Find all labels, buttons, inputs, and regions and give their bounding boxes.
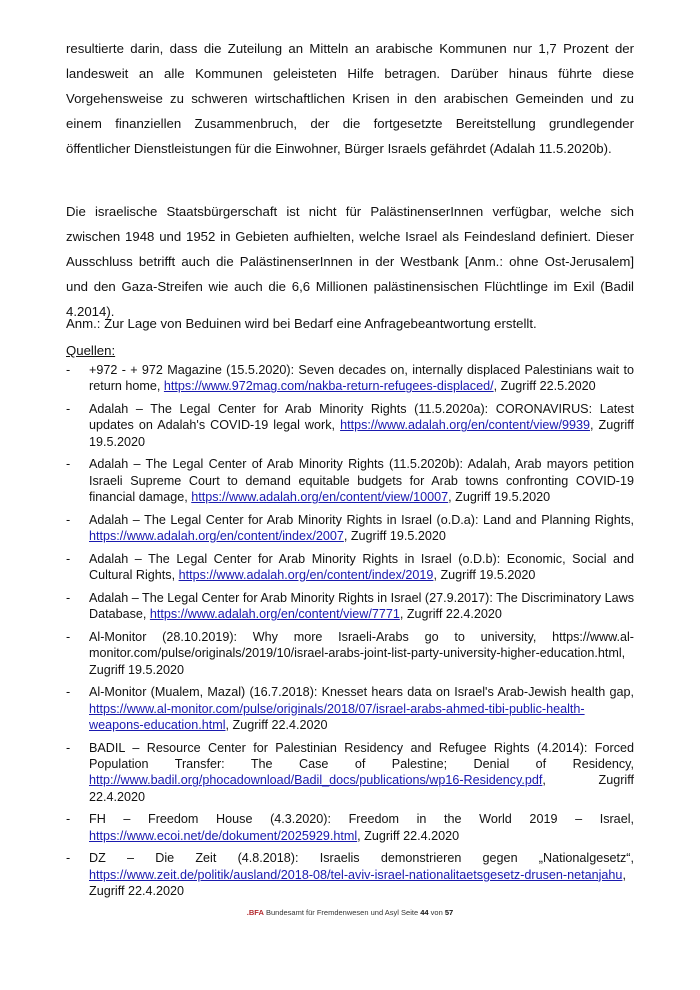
reference-list — [66, 362, 634, 906]
list-dash: - — [66, 590, 71, 605]
reference-access-date: , Zugriff 22.4.2020 — [399, 607, 502, 622]
reference-item — [66, 401, 634, 450]
reference-text: FH – Freedom House (4.3.2020): Freedom in the World 2019 – Israel, — [89, 812, 634, 827]
reference-item — [66, 629, 634, 678]
reference-text: Adalah – The Legal Center for Arab Minority Rights in Israel (o.D.a): Land and Planning Rights, — [89, 512, 634, 527]
footer-org: Bundesamt für Fremdenwesen und Asyl Seite — [263, 908, 421, 917]
reference-link[interactable]: https://www.al-monitor.com/pulse/originals/2018/07/israel-arabs-ahmed-tibi-public-health-weapons-education.html — [89, 701, 585, 733]
reference-item — [66, 590, 634, 623]
list-dash: - — [66, 363, 71, 377]
reference-access-date: , Zugriff 22.4.2020 — [89, 867, 626, 899]
list-dash: - — [66, 629, 71, 644]
reference-access-date: , Zugriff 22.4.2020 — [89, 773, 634, 804]
list-dash: - — [66, 685, 71, 700]
reference-access-date: , Zugriff 19.5.2020 — [433, 568, 536, 583]
bfa-logo: .BFA — [246, 908, 264, 917]
list-dash: - — [66, 512, 71, 527]
reference-item — [66, 512, 634, 545]
reference-link[interactable]: https://www.adalah.org/en/content/view/9939 — [340, 418, 590, 433]
reference-text: DZ – Die Zeit (4.8.2018): Israelis demonstrieren gegen „Nationalgesetz“, — [89, 851, 634, 866]
reference-text: Al-Monitor (Mualem, Mazal) (16.7.2018): Knesset hears data on Israel's Arab-Jewish health gap, — [89, 685, 634, 700]
reference-access-date: , Zugriff 22.4.2020 — [357, 828, 460, 843]
reference-text: Adalah – The Legal Center for Arab Minority Rights in Israel (27.9.2017): The Discriminatory Laws Database, — [89, 590, 634, 622]
page-number: 44 — [420, 908, 429, 917]
reference-item — [66, 684, 634, 733]
reference-link[interactable]: https://www.972mag.com/nakba-return-refugees-displaced/ — [163, 379, 494, 394]
footer-of: von — [428, 908, 445, 917]
list-dash: - — [66, 457, 71, 472]
reference-link[interactable]: https://www.zeit.de/politik/ausland/2018-08/tel-aviv-israel-nationalitaetsgesetz-drusen-netanjahu — [89, 867, 623, 882]
reference-link[interactable]: https://www.ecoi.net/de/dokument/2025929.html — [89, 828, 358, 843]
list-dash: - — [66, 402, 71, 416]
body-paragraph: resultierte darin, dass die Zuteilung an Mitteln an arabische Kommunen nur 1,7 Prozent der landesweit an alle Kommunen geleisteten Hilfe betragen. Darüber hinaus führte diese Vorgehensweise zu schweren wirtschaftlichen Krisen in den arabischen Gemeinden und zu einem finanziellen Zusammenbruch, der die fortgesetzte Bereitstellung grundlegender öffentlicher Dienstleistungen für die Einwohner, Bürger Israels gefährdet (Adalah 11.5.2020b). — [66, 41, 634, 156]
reference-link[interactable]: https://www.adalah.org/en/content/view/7771 — [149, 607, 400, 622]
note-paragraph: Anm.: Zur Lage von Beduinen wird bei Bedarf eine Anfragebeantwortung erstellt. — [66, 316, 537, 331]
reference-text: Adalah – The Legal Center for Arab Minority Rights in Israel (o.D.b): Economic, Social and Cultural Rights, — [89, 551, 634, 583]
body-paragraph: Die israelische Staatsbürgerschaft ist nicht für PalästinenserInnen verfügbar, welche sich zwischen 1948 und 1952 in Gebieten aufhielten, welche Israel als Feindesland definiert. Dieser Ausschluss betrifft auch die PalästinenserInnen in der Westbank [Anm.: ohne Ost-Jerusalem] und den Gaza-Streifen wie auch die 6,6 Millionen palästinensischen Flüchtlinge im Exil (Badil 4.2014). — [66, 204, 634, 319]
list-dash: - — [66, 851, 71, 866]
reference-link[interactable]: http://www.badil.org/phocadownload/Badil_docs/publications/wp16-Residency.pdf — [89, 773, 543, 788]
reference-item — [66, 850, 634, 899]
reference-item — [66, 551, 634, 584]
reference-item — [66, 456, 634, 505]
reference-access-date: , Zugriff 19.5.2020 — [343, 529, 446, 544]
reference-text: BADIL – Resource Center for Palestinian Residency and Refugee Rights (4.2014): Forced Population Transfer: The Case of Palestine; Denial of Residency, — [89, 740, 634, 772]
reference-access-date: , Zugriff 19.5.2020 — [89, 418, 634, 449]
reference-access-date: , Zugriff 22.4.2020 — [225, 718, 328, 733]
list-dash: - — [66, 551, 71, 566]
reference-item — [66, 740, 634, 806]
list-dash: - — [66, 812, 71, 827]
reference-item — [66, 811, 634, 844]
reference-text: Al-Monitor (28.10.2019): Why more Israeli-Arabs go to university, https://www.al-monitor.com/pulse/originals/2019/10/israel-arabs-joint-list-party-university-higher-education.html, Zugriff 19.5.2020 — [89, 629, 634, 677]
reference-item — [66, 362, 634, 395]
reference-access-date: , Zugriff 22.5.2020 — [493, 379, 596, 394]
reference-link[interactable]: https://www.adalah.org/en/content/view/10007 — [191, 490, 449, 505]
reference-text: +972 - + 972 Magazine (15.5.2020): Seven decades on, internally displaced Palestinians wait to return home, — [89, 363, 634, 394]
reference-access-date: , Zugriff 19.5.2020 — [448, 490, 551, 505]
reference-link[interactable]: https://www.adalah.org/en/content/index/2019 — [178, 568, 434, 583]
page-total: 57 — [444, 908, 454, 917]
reference-text: Adalah – The Legal Center for Arab Minority Rights (11.5.2020a): CORONAVIRUS: Latest updates on Adalah's COVID-19 legal work, — [89, 402, 634, 433]
reference-text: Adalah – The Legal Center of Arab Minority Rights (11.5.2020b): Adalah, Arab mayors petition Israeli Supreme Court to demand equitable budgets for Arab towns confronting COVID-19 financial damage, — [89, 457, 634, 505]
sources-heading: Quellen: — [66, 343, 116, 358]
list-dash: - — [66, 740, 71, 755]
page-footer — [0, 908, 700, 917]
reference-link[interactable]: https://www.adalah.org/en/content/index/2007 — [89, 529, 344, 544]
